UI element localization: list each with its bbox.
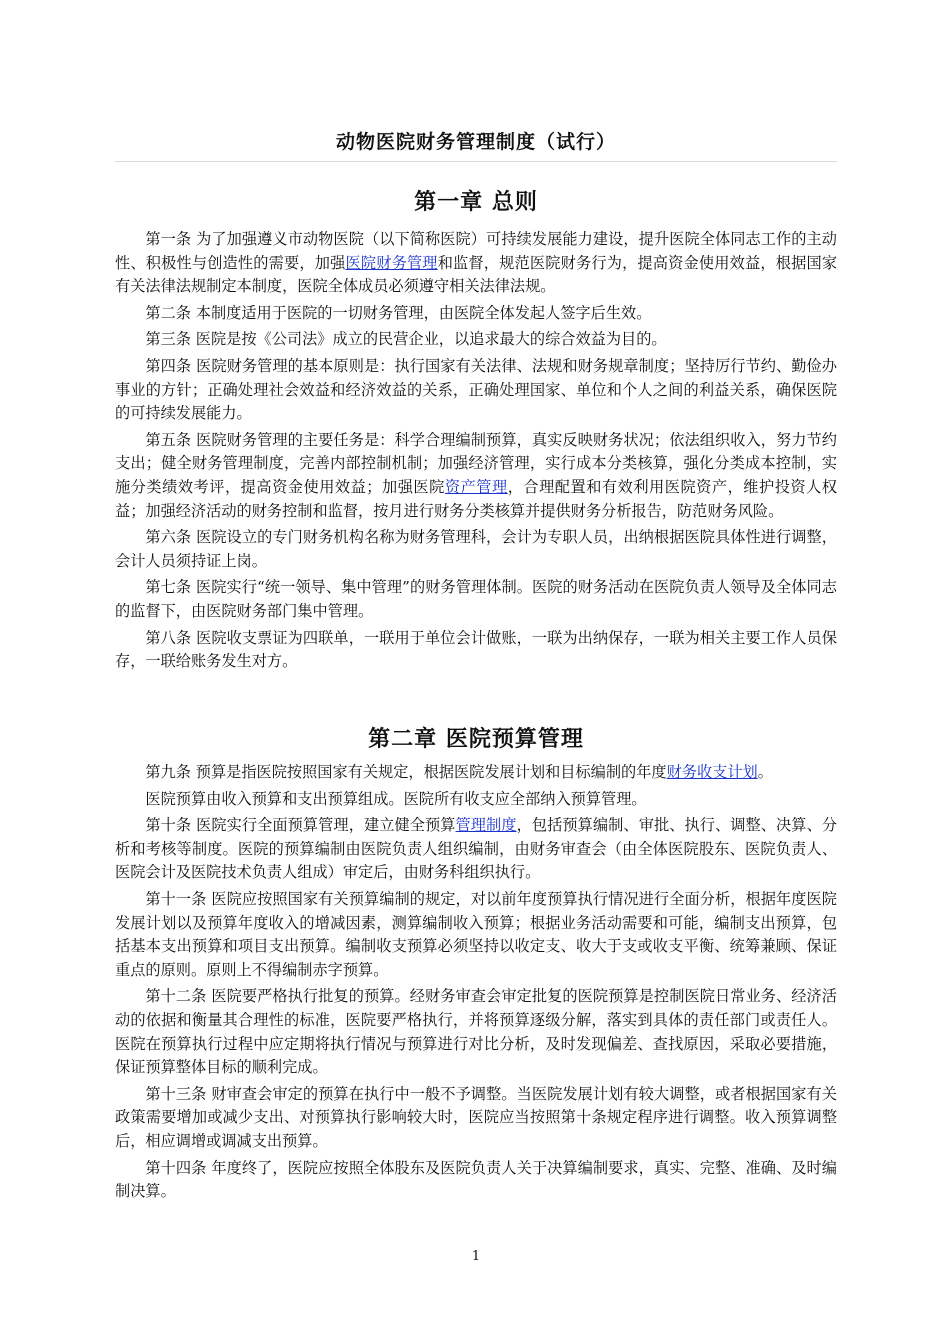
article-1-text-b: 和监督，规范医院财务行为，提高资金使用效益，根据国家有关法律法规制定本制度，医院全体成员必须遵守相关法律法规。 bbox=[115, 253, 838, 296]
article-1 bbox=[115, 228, 837, 299]
article-7: 第七条 医院实行“统一领导、集中管理”的财务管理体制。医院的财务活动在医院负责人领导及全体同志的监督下，由医院财务部门集中管理。 bbox=[115, 578, 837, 620]
chapter-2-heading: 第二章 医院预算管理 bbox=[368, 726, 584, 752]
article-9-continued: 医院预算由收入预算和支出预算组成。医院所有收支应全部纳入预算管理。 bbox=[145, 789, 647, 808]
article-6: 第六条 医院设立的专门财务机构名称为财务管理科，会计为专职人员，出纳根据医院具体性进行调整，会计人员须持证上岗。 bbox=[115, 528, 837, 570]
article-3: 第三条 医院是按《公司法》成立的民营企业，以追求最大的综合效益为目的。 bbox=[145, 330, 667, 349]
chapter-1-heading: 第一章 总则 bbox=[414, 189, 538, 215]
link-financial-plan[interactable]: 财务收支计划 bbox=[666, 763, 758, 781]
article-10-text-b: ，包括预算编制、审批、执行、调整、决算、分析和考核等制度。医院的预算编制由医院负责人组织编制，由财务审查会（由全体医院股东、医院负责人、医院会计及医院技术负责人组成）审定后，由财务科组织执行。 bbox=[115, 816, 838, 882]
page-number: 1 bbox=[471, 1249, 481, 1264]
article-10 bbox=[115, 814, 837, 885]
article-9-text-a: 第九条 预算是指医院按照国家有关规定，根据医院发展计划和目标编制的年度 bbox=[145, 763, 667, 781]
link-management-system[interactable]: 管理制度 bbox=[455, 816, 517, 835]
article-10-text-a: 第十条 医院实行全面预算管理，建立健全预算 bbox=[145, 816, 456, 835]
article-8: 第八条 医院收支票证为四联单，一联用于单位会计做账，一联为出纳保存，一联为相关主要工作人员保存，一联给账务发生对方。 bbox=[115, 628, 837, 671]
article-4: 第四条 医院财务管理的基本原则是：执行国家有关法律、法规和财务规章制度；坚持厉行节约、勤俭办事业的方针；正确处理社会效益和经济效益的关系，正确处理国家、单位和个人之间的利益关系，确保医院的可持续发展能力。 bbox=[115, 356, 837, 423]
link-hospital-finance-management[interactable]: 医院财务管理 bbox=[345, 253, 438, 272]
article-9 bbox=[115, 761, 837, 785]
article-14: 第十四条 年度终了，医院应按照全体股东及医院负责人关于决算编制要求，真实、完整、准确、及时编制决算。 bbox=[115, 1158, 837, 1201]
article-13: 第十三条 财审查会审定的预算在执行中一般不予调整。当医院发展计划有较大调整，或者根据国家有关政策需要增加或减少支出、对预算执行影响较大时，医院应当按照第十条规定程序进行调整。收入预算调整后，相应调增或调减支出预算。 bbox=[115, 1084, 837, 1150]
title-divider bbox=[115, 161, 837, 162]
article-5-text-a: 第五条 医院财务管理的主要任务是：科学合理编制预算，真实反映财务状况；依法组织收入，努力节约支出；健全财务管理制度，完善内部控制机制；加强经济管理，实行成本分类核算，强化分类成本控制，实施分类绩效考评，提高资金使用效益；加强医院 bbox=[115, 430, 837, 496]
article-11: 第十一条 医院应按照国家有关预算编制的规定，对以前年度预算执行情况进行全面分析，根据年度医院发展计划以及预算年度收入的增减因素，测算编制收入预算；根据业务活动需要和可能，编制支出预算，包括基本支出预算和项目支出预算。编制收支预算必须坚持以收定支、收大于支或收支平衡、统筹兼顾、保证重点的原则。原则上不得编制赤字预算。 bbox=[115, 889, 837, 979]
article-2: 第二条 本制度适用于医院的一切财务管理，由医院全体发起人签字后生效。 bbox=[145, 303, 652, 322]
article-5 bbox=[115, 429, 837, 523]
chapter-1-body bbox=[115, 228, 837, 677]
chapter-2-body bbox=[115, 761, 837, 1207]
article-9-text-b: 。 bbox=[757, 763, 773, 781]
article-1-text-a: 第一条 为了加强遵义市动物医院（以下简称医院）可持续发展能力建设，提升医院全体同志工作的主动性、积极性与创造性的需要，加强 bbox=[115, 230, 837, 272]
document-title: 动物医院财务管理制度（试行） bbox=[335, 131, 616, 153]
link-asset-management[interactable]: 资产管理 bbox=[444, 477, 508, 496]
article-5-text-b: ，合理配置和有效利用医院资产，维护投资人权益；加强经济活动的财务控制和监督，按月进行财务分类核算并提供财务分析报告，防范财务风险。 bbox=[115, 477, 838, 520]
article-12: 第十二条 医院要严格执行批复的预算。经财务审查会审定批复的医院预算是控制医院日常业务、经济活动的依据和衡量其合理性的标准，医院要严格执行，并将预算逐级分解，落实到具体的责任部门或责任人。医院在预算执行过程中应定期将执行情况与预算进行对比分析，及时发现偏差、查找原因，采取必要措施，保证预算整体目标的顺利完成。 bbox=[115, 987, 837, 1077]
document-page bbox=[115, 0, 837, 1344]
